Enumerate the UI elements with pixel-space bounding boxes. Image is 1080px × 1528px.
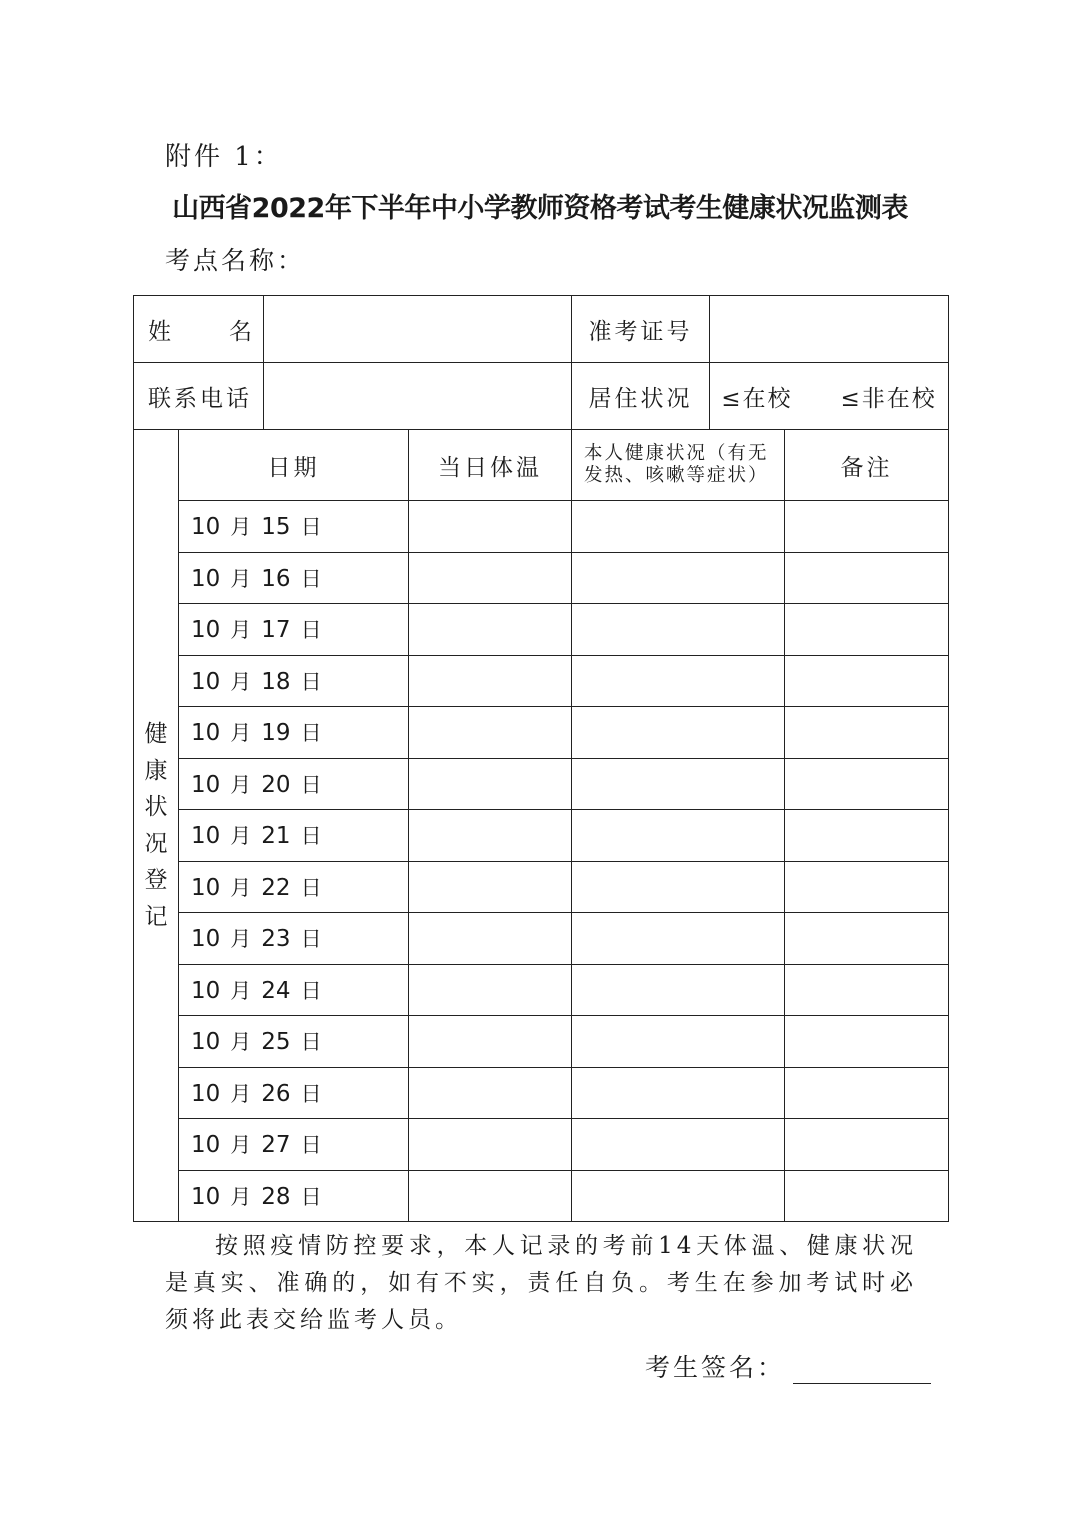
section-label-char: 健: [144, 721, 168, 747]
date-month-char: 月: [230, 824, 252, 849]
phone-row: [134, 363, 949, 430]
date-cell: [179, 1016, 409, 1068]
date-month: 10: [191, 1080, 221, 1107]
date-cell: [179, 655, 409, 707]
table-row: [134, 861, 949, 913]
phone-field[interactable]: [264, 363, 572, 430]
date-day-char: 日: [300, 1133, 322, 1158]
date-day-char: 日: [300, 566, 322, 591]
section-label-char: 记: [144, 903, 168, 930]
name-row: [134, 296, 949, 363]
declaration-text: 按照疫情防控要求，本人记录的考前14天体温、健康状况是真实、准确的，如有不实，责任自负。考生在参加考试时必须将此表交给监考人员。: [165, 1233, 917, 1333]
notes-cell[interactable]: [785, 913, 949, 965]
date-month: 10: [191, 926, 221, 953]
section-label-char: 况: [144, 830, 168, 857]
health-status-cell[interactable]: [572, 758, 785, 810]
temperature-cell[interactable]: [409, 810, 572, 862]
temperature-cell[interactable]: [409, 1067, 572, 1119]
health-status-cell[interactable]: [572, 552, 785, 604]
ticket-number-field[interactable]: [710, 296, 949, 363]
notes-cell[interactable]: [785, 810, 949, 862]
date-day: 27: [261, 1132, 291, 1159]
health-status-cell[interactable]: [572, 1016, 785, 1068]
health-status-cell[interactable]: [572, 655, 785, 707]
table-row: [134, 707, 949, 759]
attachment-label: 附件 1：: [165, 142, 283, 172]
date-cell: [179, 810, 409, 862]
health-status-cell[interactable]: [572, 913, 785, 965]
health-status-cell[interactable]: [572, 810, 785, 862]
temperature-cell[interactable]: [409, 1119, 572, 1171]
date-cell: [179, 913, 409, 965]
table-row: [134, 913, 949, 965]
date-day: 18: [261, 668, 291, 695]
date-day-char: 日: [300, 1081, 322, 1106]
date-day: 23: [261, 926, 291, 953]
notes-cell[interactable]: [785, 1016, 949, 1068]
table-row: [134, 1067, 949, 1119]
notes-cell[interactable]: [785, 1067, 949, 1119]
temperature-cell[interactable]: [409, 913, 572, 965]
health-status-cell[interactable]: [572, 707, 785, 759]
date-month-char: 月: [230, 1184, 252, 1209]
date-cell: [179, 1170, 409, 1222]
date-month: 10: [191, 617, 221, 644]
health-status-column-header: 本人健康状况（有无发热、咳嗽等症状）: [572, 430, 785, 501]
health-status-cell[interactable]: [572, 964, 785, 1016]
ticket-number-label: 准考证号: [572, 296, 710, 363]
health-status-cell[interactable]: [572, 604, 785, 656]
notes-cell[interactable]: [785, 758, 949, 810]
name-label-char-2: 名: [229, 318, 252, 345]
date-month-char: 月: [230, 1081, 252, 1106]
date-cell: [179, 707, 409, 759]
date-cell: [179, 552, 409, 604]
notes-cell[interactable]: [785, 964, 949, 1016]
temperature-cell[interactable]: [409, 707, 572, 759]
date-day-char: 日: [300, 824, 322, 849]
date-cell: [179, 1119, 409, 1171]
date-month-char: 月: [230, 1133, 252, 1158]
table-row: [134, 552, 949, 604]
section-label-char: 康: [144, 757, 168, 784]
date-month: 10: [191, 720, 221, 747]
health-status-cell[interactable]: [572, 501, 785, 553]
signature-line[interactable]: [793, 1359, 931, 1384]
date-month: 10: [191, 668, 221, 695]
date-day: 28: [261, 1183, 291, 1210]
table-row: [134, 604, 949, 656]
table-row: [134, 810, 949, 862]
temperature-cell[interactable]: [409, 604, 572, 656]
section-label-char: 状: [144, 794, 168, 820]
notes-cell[interactable]: [785, 1170, 949, 1222]
date-day: 15: [261, 514, 291, 541]
date-day-char: 日: [300, 978, 322, 1003]
temperature-cell[interactable]: [409, 758, 572, 810]
date-day-char: 日: [300, 927, 322, 952]
residence-label: 居住状况: [572, 363, 710, 430]
name-label: [134, 296, 264, 363]
exam-venue-label: 考点名称：: [165, 246, 306, 275]
date-month-char: 月: [230, 927, 252, 952]
temperature-cell[interactable]: [409, 501, 572, 553]
signature-label: 考生签名：: [645, 1353, 786, 1382]
date-cell: [179, 604, 409, 656]
temperature-cell[interactable]: [409, 964, 572, 1016]
date-day: 25: [261, 1029, 291, 1056]
date-month-char: 月: [230, 669, 252, 694]
health-status-cell[interactable]: [572, 1119, 785, 1171]
date-day-char: 日: [300, 772, 322, 797]
health-status-cell[interactable]: [572, 861, 785, 913]
health-registration-section-label: [134, 430, 179, 1222]
health-status-cell[interactable]: [572, 1170, 785, 1222]
date-month: 10: [191, 1132, 221, 1159]
date-cell: [179, 501, 409, 553]
date-day: 24: [261, 977, 291, 1004]
date-day: 26: [261, 1080, 291, 1107]
date-day-char: 日: [300, 515, 322, 540]
date-day-char: 日: [300, 875, 322, 900]
phone-label: 联系电话: [134, 363, 264, 430]
date-day: 16: [261, 565, 291, 592]
notes-column-header: 备注: [785, 430, 949, 501]
date-day-char: 日: [300, 721, 322, 746]
signature-area: [645, 1348, 931, 1384]
date-month: 10: [191, 977, 221, 1004]
date-month-char: 月: [230, 772, 252, 797]
health-monitoring-table: [133, 295, 949, 1222]
date-month: 10: [191, 565, 221, 592]
temperature-cell[interactable]: [409, 655, 572, 707]
date-month-char: 月: [230, 721, 252, 746]
date-cell: [179, 758, 409, 810]
date-cell: [179, 1067, 409, 1119]
date-day: 17: [261, 617, 291, 644]
notes-cell[interactable]: [785, 861, 949, 913]
notes-cell[interactable]: [785, 552, 949, 604]
temperature-cell[interactable]: [409, 1016, 572, 1068]
name-label-char-1: 姓: [148, 318, 171, 345]
date-month-char: 月: [230, 1030, 252, 1055]
notes-cell[interactable]: [785, 707, 949, 759]
table-row: [134, 964, 949, 1016]
date-month: 10: [191, 1183, 221, 1210]
date-month: 10: [191, 823, 221, 850]
temperature-column-header: 当日体温: [409, 430, 572, 501]
date-day-char: 日: [300, 1030, 322, 1055]
notes-cell[interactable]: [785, 1119, 949, 1171]
date-day-char: 日: [300, 669, 322, 694]
table-row: [134, 655, 949, 707]
table-row: [134, 758, 949, 810]
table-row: [134, 1119, 949, 1171]
date-day: 21: [261, 823, 291, 850]
date-cell: [179, 964, 409, 1016]
date-month-char: 月: [230, 515, 252, 540]
date-month: 10: [191, 1029, 221, 1056]
temperature-cell[interactable]: [409, 861, 572, 913]
residence-options: [710, 363, 949, 430]
residence-option-on-campus[interactable]: ≤在校: [721, 385, 793, 412]
notes-cell[interactable]: [785, 501, 949, 553]
date-day-char: 日: [300, 618, 322, 643]
notes-cell[interactable]: [785, 655, 949, 707]
date-month-char: 月: [230, 618, 252, 643]
column-header-row: [134, 430, 949, 501]
date-day: 20: [261, 771, 291, 798]
table-row: [134, 501, 949, 553]
date-column-header: 日期: [179, 430, 409, 501]
table-row: [134, 1016, 949, 1068]
date-month: 10: [191, 874, 221, 901]
document-title: 山西省2022年下半年中小学教师资格考试考生健康状况监测表: [172, 193, 908, 224]
name-field[interactable]: [264, 296, 572, 363]
date-month: 10: [191, 771, 221, 798]
date-month-char: 月: [230, 566, 252, 591]
table-row: [134, 1170, 949, 1222]
temperature-cell[interactable]: [409, 552, 572, 604]
section-label-char: 登: [144, 867, 168, 893]
notes-cell[interactable]: [785, 604, 949, 656]
date-month-char: 月: [230, 978, 252, 1003]
health-status-cell[interactable]: [572, 1067, 785, 1119]
date-day: 19: [261, 720, 291, 747]
date-month: 10: [191, 514, 221, 541]
date-month-char: 月: [230, 875, 252, 900]
date-cell: [179, 861, 409, 913]
temperature-cell[interactable]: [409, 1170, 572, 1222]
residence-option-off-campus[interactable]: ≤非在校: [840, 385, 937, 412]
date-day: 22: [261, 874, 291, 901]
date-day-char: 日: [300, 1184, 322, 1209]
